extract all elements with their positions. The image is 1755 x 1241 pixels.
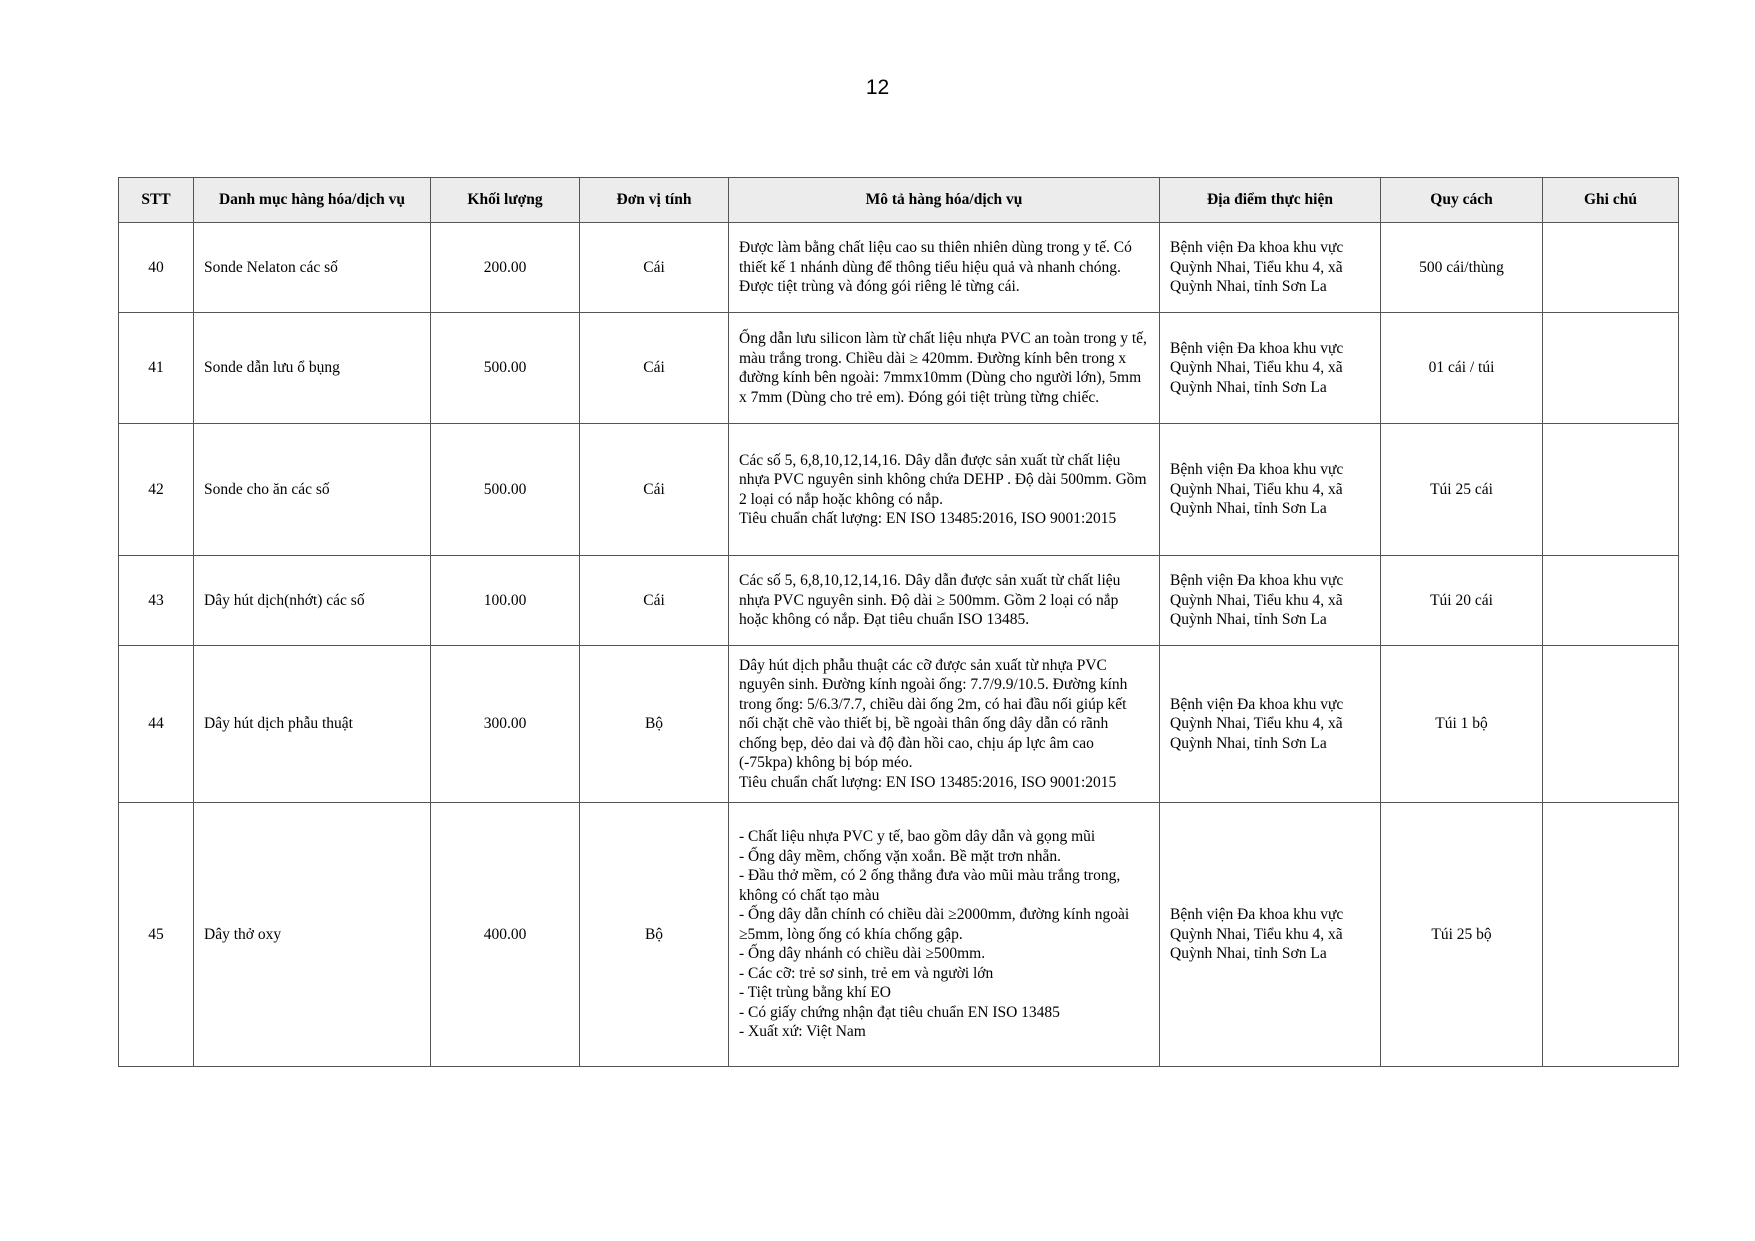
cell-stt: 44 <box>119 646 194 803</box>
cell-item: Sonde dẫn lưu ổ bụng <box>194 313 431 424</box>
header-location: Địa điểm thực hiện <box>1160 178 1381 223</box>
header-row <box>119 178 1679 223</box>
cell-quantity: 300.00 <box>431 646 580 803</box>
cell-location: Bệnh viện Đa khoa khu vực Quỳnh Nhai, Tiểu khu 4, xã Quỳnh Nhai, tỉnh Sơn La <box>1160 803 1381 1067</box>
cell-spec: 500 cái/thùng <box>1381 223 1543 313</box>
cell-spec: Túi 1 bộ <box>1381 646 1543 803</box>
cell-description: Các số 5, 6,8,10,12,14,16. Dây dẫn được sản xuất từ chất liệu nhựa PVC nguyên sinh không chứa DEHP . Độ dài 500mm. Gồm 2 loại có nắp hoặc không có nắp. Tiêu chuẩn chất lượng: EN ISO 13485:2016, ISO 9001:2015 <box>729 424 1160 556</box>
cell-note <box>1543 223 1679 313</box>
cell-item: Dây hút dịch phẫu thuật <box>194 646 431 803</box>
cell-note <box>1543 646 1679 803</box>
cell-spec: Túi 20 cái <box>1381 556 1543 646</box>
cell-quantity: 400.00 <box>431 803 580 1067</box>
table-row <box>119 803 1679 1067</box>
cell-description: Ống dẫn lưu silicon làm từ chất liệu nhựa PVC an toàn trong y tế, màu trắng trong. Chiều dài ≥ 420mm. Đường kính bên trong x đường kính bên ngoài: 7mmx10mm (Dùng cho người lớn), 5mm x 7mm (Dùng cho trẻ em). Đóng gói tiệt trùng từng chiếc. <box>729 313 1160 424</box>
cell-item: Dây thở oxy <box>194 803 431 1067</box>
cell-item: Sonde cho ăn các số <box>194 424 431 556</box>
cell-stt: 42 <box>119 424 194 556</box>
cell-note <box>1543 803 1679 1067</box>
cell-note <box>1543 556 1679 646</box>
cell-note <box>1543 424 1679 556</box>
cell-stt: 40 <box>119 223 194 313</box>
cell-unit: Bộ <box>580 646 729 803</box>
header-quantity: Khối lượng <box>431 178 580 223</box>
cell-unit: Cái <box>580 223 729 313</box>
cell-quantity: 100.00 <box>431 556 580 646</box>
cell-unit: Cái <box>580 424 729 556</box>
header-note: Ghi chú <box>1543 178 1679 223</box>
page-number: 12 <box>865 76 890 99</box>
cell-location: Bệnh viện Đa khoa khu vực Quỳnh Nhai, Tiểu khu 4, xã Quỳnh Nhai, tỉnh Sơn La <box>1160 223 1381 313</box>
cell-quantity: 500.00 <box>431 313 580 424</box>
cell-location: Bệnh viện Đa khoa khu vực Quỳnh Nhai, Tiểu khu 4, xã Quỳnh Nhai, tỉnh Sơn La <box>1160 424 1381 556</box>
cell-description: Các số 5, 6,8,10,12,14,16. Dây dẫn được sản xuất từ chất liệu nhựa PVC nguyên sinh. Độ dài ≥ 500mm. Gồm 2 loại có nắp hoặc không có nắp. Đạt tiêu chuẩn ISO 13485. <box>729 556 1160 646</box>
cell-stt: 41 <box>119 313 194 424</box>
cell-location: Bệnh viện Đa khoa khu vực Quỳnh Nhai, Tiểu khu 4, xã Quỳnh Nhai, tỉnh Sơn La <box>1160 556 1381 646</box>
cell-description: Được làm bằng chất liệu cao su thiên nhiên dùng trong y tế. Có thiết kế 1 nhánh dùng để thông tiểu hiệu quả và nhanh chóng. Được tiệt trùng và đóng gói riêng lẻ từng cái. <box>729 223 1160 313</box>
table-row <box>119 313 1679 424</box>
cell-stt: 43 <box>119 556 194 646</box>
cell-quantity: 200.00 <box>431 223 580 313</box>
table-row <box>119 223 1679 313</box>
cell-unit: Cái <box>580 556 729 646</box>
header-description: Mô tả hàng hóa/dịch vụ <box>729 178 1160 223</box>
cell-item: Sonde Nelaton các số <box>194 223 431 313</box>
table-row <box>119 556 1679 646</box>
cell-description: Dây hút dịch phẫu thuật các cỡ được sản xuất từ nhựa PVC nguyên sinh. Đường kính ngoài ống: 7.7/9.9/10.5. Đường kính trong ống: 5/6.3/7.7, chiều dài ống 2m, có hai đầu nối giúp kết nối chặt chẽ vào thiết bị, bề ngoài thân ống dây dẫn có rãnh chống bẹp, dẻo dai và độ đàn hồi cao, chịu áp lực âm cao (-75kpa) không bị bóp méo. Tiêu chuẩn chất lượng: EN ISO 13485:2016, ISO 9001:2015 <box>729 646 1160 803</box>
table-row <box>119 646 1679 803</box>
cell-spec: Túi 25 cái <box>1381 424 1543 556</box>
cell-stt: 45 <box>119 803 194 1067</box>
header-item: Danh mục hàng hóa/dịch vụ <box>194 178 431 223</box>
header-stt: STT <box>119 178 194 223</box>
cell-spec: Túi 25 bộ <box>1381 803 1543 1067</box>
cell-note <box>1543 313 1679 424</box>
cell-quantity: 500.00 <box>431 424 580 556</box>
cell-location: Bệnh viện Đa khoa khu vực Quỳnh Nhai, Tiểu khu 4, xã Quỳnh Nhai, tỉnh Sơn La <box>1160 313 1381 424</box>
cell-unit: Bộ <box>580 803 729 1067</box>
cell-location: Bệnh viện Đa khoa khu vực Quỳnh Nhai, Tiểu khu 4, xã Quỳnh Nhai, tỉnh Sơn La <box>1160 646 1381 803</box>
header-spec: Quy cách <box>1381 178 1543 223</box>
cell-spec: 01 cái / túi <box>1381 313 1543 424</box>
cell-item: Dây hút dịch(nhớt) các số <box>194 556 431 646</box>
goods-table <box>118 177 1679 1067</box>
cell-description: - Chất liệu nhựa PVC y tế, bao gồm dây dẫn và gọng mũi - Ống dây mềm, chống vặn xoắn. Bề mặt trơn nhẵn. - Đầu thở mềm, có 2 ống thẳng đưa vào mũi màu trắng trong, không có chất tạo màu - Ống dây dẫn chính có chiều dài ≥2000mm, đường kính ngoài ≥5mm, lòng ống có khía chống gập. - Ống dây nhánh có chiều dài ≥500mm. - Các cỡ: trẻ sơ sinh, trẻ em và người lớn - Tiệt trùng bằng khí EO - Có giấy chứng nhận đạt tiêu chuẩn EN ISO 13485 - Xuất xứ: Việt Nam <box>729 803 1160 1067</box>
header-unit: Đơn vị tính <box>580 178 729 223</box>
cell-unit: Cái <box>580 313 729 424</box>
table-row <box>119 424 1679 556</box>
